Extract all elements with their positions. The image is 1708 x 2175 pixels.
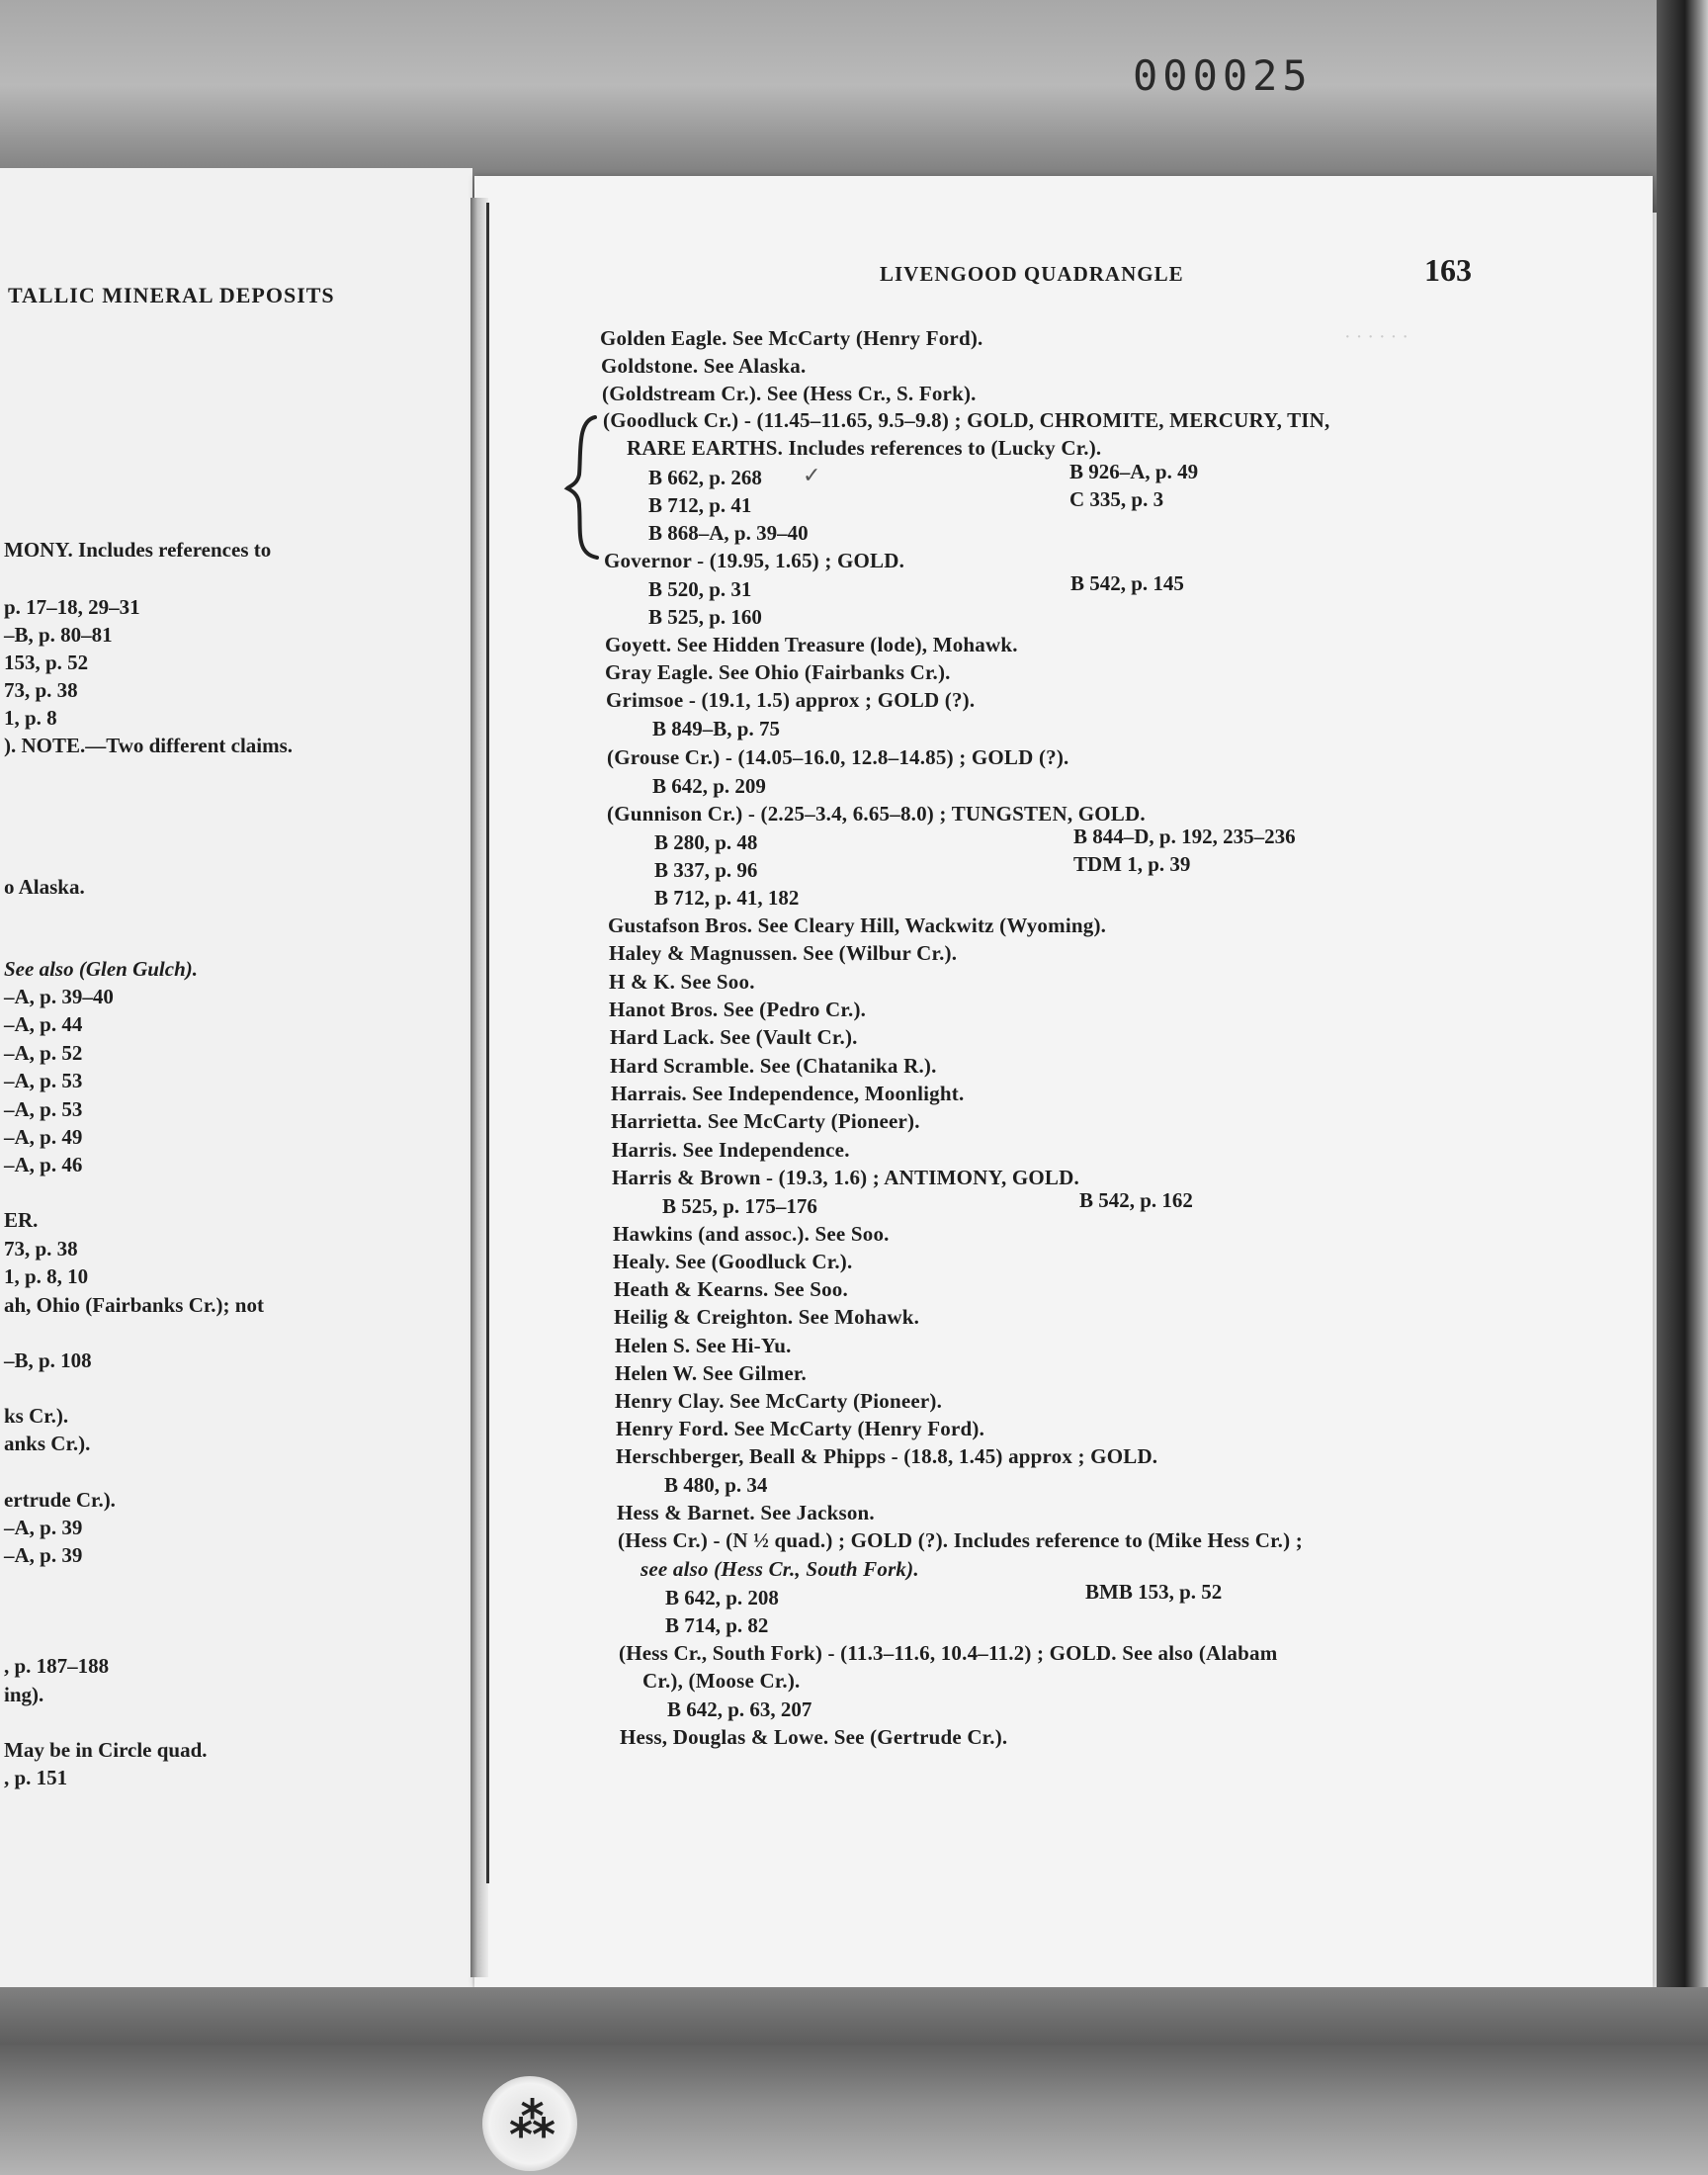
left-line: 153, p. 52 — [4, 651, 89, 674]
index-entry: Henry Clay. See McCarty (Pioneer). — [615, 1389, 943, 1413]
left-line: –A, p. 39 — [4, 1516, 83, 1539]
reference: B 642, p. 208 — [665, 1586, 779, 1610]
index-entry: RARE EARTHS. Includes references to (Lucky Cr.). — [627, 436, 1102, 460]
index-entry: Hard Lack. See (Vault Cr.). — [610, 1025, 858, 1049]
index-entry: (Goldstream Cr.). See (Hess Cr., S. Fork). — [602, 382, 977, 405]
left-line: –A, p. 39–40 — [4, 985, 114, 1008]
reference: B 520, p. 31 — [648, 577, 752, 601]
index-entry: (Goodluck Cr.) - (11.45–11.65, 9.5–9.8) ; GOLD, CHROMITE, MERCURY, TIN, — [603, 408, 1330, 432]
page-number: 163 — [1424, 252, 1472, 288]
reference: B 280, p. 48 — [654, 830, 758, 854]
left-line: o Alaska. — [4, 875, 85, 899]
left-line: ertrude Cr.). — [4, 1488, 116, 1512]
left-line: ks Cr.). — [4, 1404, 69, 1428]
running-header: LIVENGOOD QUADRANGLE — [880, 262, 1184, 286]
check-mark: ✓ — [803, 463, 821, 487]
index-entry: Hess & Barnet. See Jackson. — [617, 1501, 875, 1524]
reference: B 714, p. 82 — [665, 1613, 769, 1637]
reference: B 926–A, p. 49 — [1069, 460, 1199, 483]
reference: B 525, p. 160 — [648, 605, 762, 629]
left-line: p. 17–18, 29–31 — [4, 595, 140, 619]
index-entry: Golden Eagle. See McCarty (Henry Ford). — [600, 326, 983, 350]
left-line: –A, p. 39 — [4, 1543, 83, 1567]
index-entry: (Hess Cr.) - (N ½ quad.) ; GOLD (?). Includes reference to (Mike Hess Cr.) ; — [618, 1528, 1303, 1552]
index-entry: (Grouse Cr.) - (14.05–16.0, 12.8–14.85) ; GOLD (?). — [607, 745, 1069, 769]
index-entry: Harrietta. See McCarty (Pioneer). — [611, 1109, 920, 1133]
left-line: ). NOTE.—Two different claims. — [4, 734, 294, 757]
index-entry: Governor - (19.95, 1.65) ; GOLD. — [604, 549, 905, 572]
document-number-stamp: 000025 — [1133, 51, 1313, 100]
left-line: –A, p. 53 — [4, 1097, 83, 1121]
index-entry: Heath & Kearns. See Soo. — [614, 1277, 848, 1301]
scan-bottom-shadow — [0, 1987, 1708, 2175]
index-entry: (Hess Cr., South Fork) - (11.3–11.6, 10.4–11.2) ; GOLD. See also (Alabam — [619, 1641, 1278, 1665]
spine-line — [486, 203, 489, 1883]
left-line: anks Cr.). — [4, 1432, 91, 1455]
index-entry: Cr.), (Moose Cr.). — [642, 1669, 801, 1693]
index-entry: see also (Hess Cr., South Fork). — [640, 1557, 919, 1581]
left-line: , p. 187–188 — [4, 1654, 110, 1678]
left-line: , p. 151 — [4, 1766, 68, 1789]
left-line: ing). — [4, 1683, 44, 1706]
left-line: ah, Ohio (Fairbanks Cr.); not — [4, 1293, 264, 1317]
index-entry: Hard Scramble. See (Chatanika R.). — [610, 1054, 937, 1078]
left-line: –A, p. 49 — [4, 1125, 83, 1149]
bleed-through-text: · · · · · · — [1344, 326, 1409, 348]
reference: B 868–A, p. 39–40 — [648, 521, 809, 545]
index-entry: Hawkins (and assoc.). See Soo. — [613, 1222, 890, 1246]
reference: B 525, p. 175–176 — [662, 1194, 817, 1218]
reference: TDM 1, p. 39 — [1073, 852, 1191, 876]
index-entry: Goldstone. See Alaska. — [601, 354, 807, 378]
left-line: 73, p. 38 — [4, 1237, 78, 1261]
left-line: –A, p. 52 — [4, 1041, 83, 1065]
index-entry: Hess, Douglas & Lowe. See (Gertrude Cr.). — [620, 1725, 1008, 1749]
index-entry: H & K. See Soo. — [609, 970, 755, 994]
index-entry: Haley & Magnussen. See (Wilbur Cr.). — [609, 941, 958, 965]
index-entry: Hanot Bros. See (Pedro Cr.). — [609, 998, 867, 1021]
index-entry: Goyett. See Hidden Treasure (lode), Mohawk. — [605, 633, 1018, 656]
reference: B 542, p. 162 — [1079, 1188, 1193, 1212]
reference: B 337, p. 96 — [654, 858, 758, 882]
index-entry: Henry Ford. See McCarty (Henry Ford). — [616, 1417, 985, 1440]
scan-right-shadow — [1657, 0, 1708, 2175]
left-line: ER. — [4, 1208, 39, 1232]
left-line: See also (Glen Gulch). — [4, 957, 198, 981]
reference: BMB 153, p. 52 — [1085, 1580, 1223, 1604]
reference: B 712, p. 41, 182 — [654, 886, 800, 910]
index-entry: Healy. See (Goodluck Cr.). — [613, 1250, 853, 1273]
reference: B 542, p. 145 — [1070, 571, 1184, 595]
index-entry: Harris. See Independence. — [612, 1138, 850, 1162]
index-entry: Helen W. See Gilmer. — [615, 1361, 807, 1385]
left-line: MONY. Includes references to — [4, 538, 272, 562]
reference: B 642, p. 63, 207 — [667, 1697, 812, 1721]
index-entry: Helen S. See Hi-Yu. — [615, 1334, 792, 1357]
index-entry: Grimsoe - (19.1, 1.5) approx ; GOLD (?). — [606, 688, 976, 712]
reference: C 335, p. 3 — [1069, 487, 1164, 511]
left-line: 1, p. 8 — [4, 706, 57, 730]
reference: B 844–D, p. 192, 235–236 — [1073, 825, 1296, 848]
index-entry: Heilig & Creighton. See Mohawk. — [614, 1305, 920, 1329]
handwritten-brace-mark — [563, 413, 601, 562]
index-entry: Gustafson Bros. See Cleary Hill, Wackwitz (Wyoming). — [608, 914, 1107, 937]
reference: B 662, p. 268 — [648, 466, 762, 489]
reference: B 642, p. 209 — [652, 774, 766, 798]
left-line: –A, p. 46 — [4, 1153, 83, 1176]
left-line: 1, p. 8, 10 — [4, 1264, 89, 1288]
left-line: –B, p. 108 — [4, 1348, 92, 1372]
reference: B 480, p. 34 — [664, 1473, 768, 1497]
left-line: May be in Circle quad. — [4, 1738, 208, 1762]
reference: B 712, p. 41 — [648, 493, 752, 517]
index-entry: Herschberger, Beall & Phipps - (18.8, 1.45) approx ; GOLD. — [616, 1444, 1158, 1468]
left-line: –A, p. 44 — [4, 1012, 83, 1036]
left-line: –B, p. 80–81 — [4, 623, 113, 647]
index-entry: Harris & Brown - (19.3, 1.6) ; ANTIMONY, GOLD. — [612, 1166, 1079, 1189]
reference: B 849–B, p. 75 — [652, 717, 780, 740]
index-entry: (Gunnison Cr.) - (2.25–3.4, 6.65–8.0) ; TUNGSTEN, GOLD. — [607, 802, 1146, 826]
left-page-heading: TALLIC MINERAL DEPOSITS — [8, 283, 335, 307]
index-entry: Gray Eagle. See Ohio (Fairbanks Cr.). — [605, 660, 951, 684]
left-line: 73, p. 38 — [4, 678, 78, 702]
left-line: –A, p. 53 — [4, 1069, 83, 1092]
hole-mark-icon: ⁂ — [509, 2094, 556, 2147]
index-entry: Harrais. See Independence, Moonlight. — [611, 1082, 965, 1105]
